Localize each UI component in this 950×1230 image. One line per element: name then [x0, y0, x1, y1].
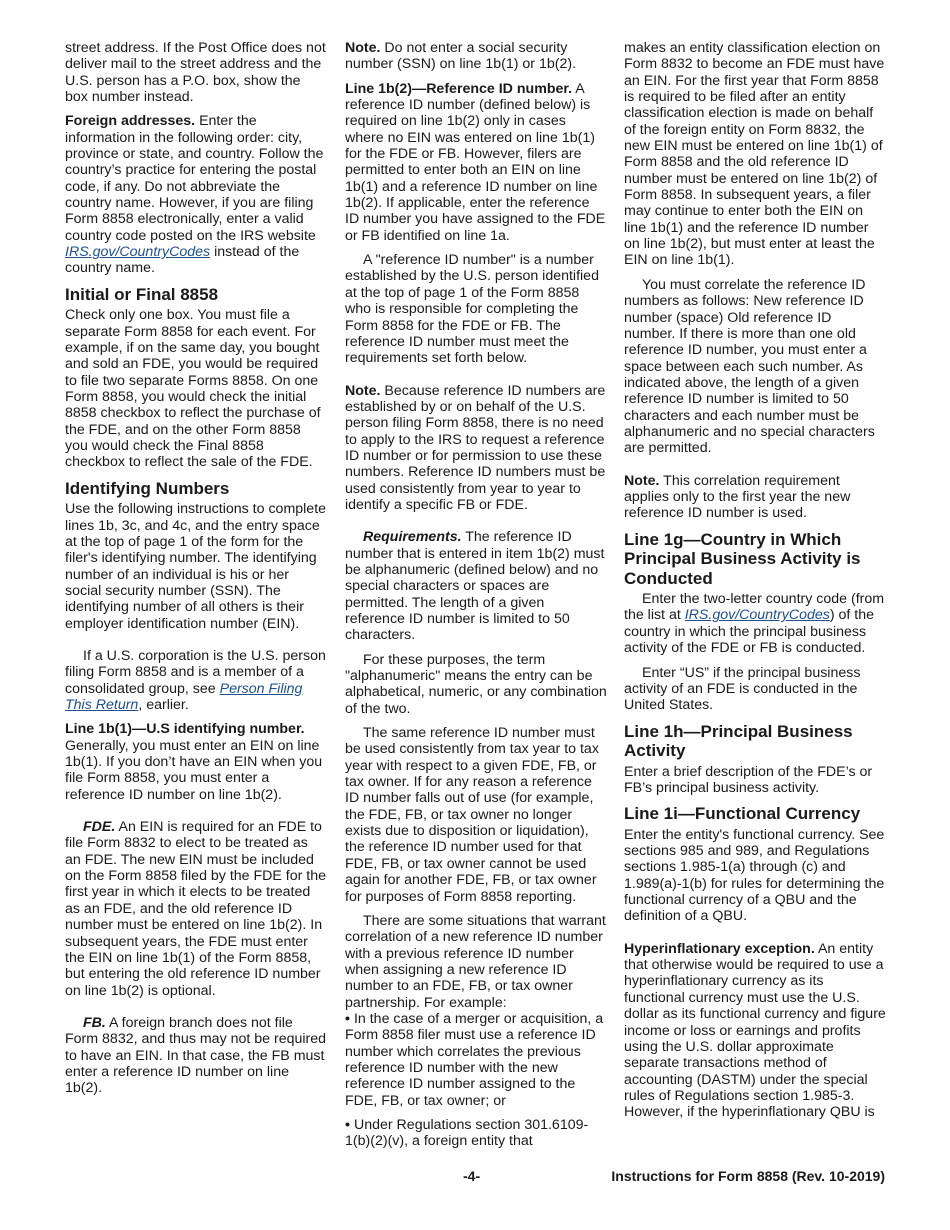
street-address-paragraph: street address. If the Post Office does not deliver mail to the street address and the U.S. person has a P.O. box, show the box number instead. — [65, 40, 326, 106]
correlate-paragraph: You must correlate the reference ID numbers as follows: New reference ID number (space) Old reference ID number. If there is more than one old reference ID number, you must enter a space between each such number. As indicated above, the length of a given reference ID number is limited to 50 characters and each number must be alphanumeric and no special characters are permitted. — [624, 276, 875, 457]
note-correlation-paragraph: Note. This correlation requirement applies only to the first year the new reference ID number is used. — [624, 472, 851, 522]
bullet-icon: • — [345, 1116, 350, 1133]
line-1b1-heading: Line 1b(1)—U.S identifying number. — [65, 721, 305, 738]
page-number: -4- — [463, 1168, 481, 1184]
requirements-paragraph: Requirements. The reference ID number that is entered in item 1b(2) must be alphanumeric (defined below) and no special characters or spaces are permitted. The length of a given reference ID number is limited to 50 characters. — [345, 529, 605, 644]
column-1 — [65, 40, 327, 1105]
line-1h-heading: Line 1h—Principal Business Activity — [624, 721, 853, 761]
note-label: Note. — [345, 40, 381, 56]
line-1b1-paragraph: Line 1b(1)—U.S identifying number. Generally, you must enter an EIN on line 1b(1). If you don’t have an EIN when you file Form 8858, you must enter a reference ID number on line 1b(2). — [65, 721, 323, 803]
identifying-numbers-paragraph: Use the following instructions to complete lines 1b, 3c, and 4c, and the entry space at the top of page 1 of the form for the filer's identifying number. The identifying number of an individual is his or her social security number (SSN). The identifying number of all others is their employer identification number (EIN). — [65, 501, 327, 632]
fb-heading: FB. — [83, 1014, 106, 1031]
foreign-addresses-heading: Foreign addresses. — [65, 113, 196, 130]
note-label: Note. — [624, 472, 660, 489]
ein-continuation-paragraph: makes an entity classification election on Form 8832 to become an FDE must have an EIN. For the first year that Form 8858 is required to be filed after an entity classification election is made on behalf of the foreign entity on Form 8832, the new EIN must be entered on line 1b(1) of Form 8858 and the old reference ID number must be entered on line 1b(2) of Form 8858. In subsequent years, a filer may continue to enter both the EIN on line 1b(1) and the reference ID number on line 1b(2), but must enter at least the EIN on line 1b(1). — [624, 40, 885, 269]
column-3 — [624, 40, 886, 1129]
note-reference-id-paragraph: Note. Because reference ID numbers are established by or on behalf of the U.S. person filing Form 8858, there is no need to apply to the IRS to request a reference ID number or for permission to use these numbers. Reference ID numbers must be used consistently from year to year to identify a specific FB or FDE. — [345, 382, 606, 513]
fb-paragraph: FB. A foreign branch does not file Form 8832, and thus may not be required to have an EIN. In that case, the FB must enter a reference ID number on line 1b(2). — [65, 1014, 327, 1097]
fde-paragraph: FDE. An EIN is required for an FDE to file Form 8832 to elect to be treated as an FDE. The new EIN must be included on the Form 8858 filed by the FDE for the first year in which it elects to be treated as an FDE, and the old reference ID number must be entered on line 1b(2). In subsequent years, the FDE must enter the EIN on line 1b(1) of the Form 8858, but entering the old reference ID number on line 1b(2) is optional. — [65, 819, 327, 999]
person-filing-link[interactable]: Person Filing This Return — [65, 680, 303, 714]
initial-final-heading: Initial or Final 8858 — [65, 284, 219, 304]
bullet-item-merger: • In the case of a merger or acquisition, a Form 8858 filer must use a reference ID number which correlates the previous reference ID number with the new reference ID number assigned to the FDE, FB, or tax owner; or — [345, 1010, 604, 1109]
requirements-heading: Requirements. — [363, 529, 462, 546]
hyperinflationary-paragraph: Hyperinflationary exception. An entity that otherwise would be required to use a hyperinflationary currency as its functional currency must use the U.S. dollar as its functional currency and figure income or loss or earnings and profits using the U.S. dollar approximate separate transactions method of accounting (DASTM) under the special rules of Regulations section 1.985-3. However, if the hyperinflationary QBU is — [624, 940, 886, 1121]
column-2 — [345, 40, 607, 1158]
line-1g-paragraph: Enter the two-letter country code (from the list at IRS.gov/CountryCodes) of the country in which the principal business activity of the FDE or FB is conducted. — [624, 591, 885, 657]
line-1b2-paragraph: Line 1b(2)—Reference ID number. A reference ID number (defined below) is required on line 1b(2) only in cases where no EIN was entered on line 1b(1) for the FDE or FB. However, filers are permitted to enter both an EIN on line 1b(1) and a reference ID number on line 1b(2). If applicable, enter the reference ID number you have assigned to the FDE or FB identified on line 1a. — [345, 80, 606, 244]
reference-id-definition-paragraph: A "reference ID number" is a number established by the U.S. person identified at the top of page 1 of the Form 8858 who is responsible for completing the Form 8858 for the FDE or FB. The reference ID number must meet the requirements set forth below. — [345, 252, 599, 367]
note-ssn-paragraph: Note. Do not enter a social security number (SSN) on line 1b(1) or 1b(2). — [345, 40, 577, 73]
consistency-paragraph: The same reference ID number must be used consistently from tax year to tax year with respect to a given FDE, FB, or tax owner. If for any reason a reference ID number falls out of use (for example, the FDE, FB, or tax owner no longer exists due to disposition or liquidation), the reference ID number used for that FDE, FB, or tax owner cannot be used again for another FDE, FB, or tax owner for purposes of Form 8858 reporting. — [345, 725, 599, 905]
correlation-situations-paragraph: There are some situations that warrant correlation of a new reference ID number with a previous reference ID number when assigning a new reference ID number to an FDE, FB, or tax owner partnership. For example: — [345, 912, 606, 1011]
bullet-icon: • — [345, 1010, 350, 1027]
fde-heading: FDE. — [83, 819, 116, 836]
identifying-numbers-heading: Identifying Numbers — [65, 478, 230, 498]
line-1i-paragraph: Enter the entity's functional currency. See sections 985 and 989, and Regulations sections 1.985-1(a) through (c) and 1.989(a)-1(b) for rules for determining the functional currency of a QBU and the definition of a QBU. — [624, 826, 885, 925]
line-1h-paragraph: Enter a brief description of the FDE’s or FB’s principal business activity. — [624, 763, 873, 796]
form-title: Instructions for Form 8858 (Rev. 10-2019) — [611, 1168, 885, 1184]
country-codes-link[interactable]: IRS.gov/CountryCodes — [684, 607, 830, 624]
line-1g-heading: Line 1g—Country in Which Principal Business Activity is Conducted — [624, 529, 861, 588]
consolidated-group-paragraph: If a U.S. corporation is the U.S. person filing Form 8858 and is a member of a consolidated group, see Person Filing This Return, earlier. — [65, 648, 326, 714]
line-1b2-heading: Line 1b(2)—Reference ID number. — [345, 80, 573, 97]
country-codes-link[interactable]: IRS.gov/CountryCodes — [65, 244, 211, 261]
foreign-addresses-paragraph: Foreign addresses. Enter the information in the following order: city, province or state, and country. Follow the country’s practice for entering the postal code, if any. Do not abbreviate the country name. However, if you are filing Form 8858 electronically, enter a valid country code posted on the IRS website IRS.gov/CountryCodes instead of the country name. — [65, 113, 324, 277]
initial-final-paragraph: Check only one box. You must file a separate Form 8858 for each event. For example, if on the same day, you bought and sold an FDE, you would be required to file two separate Forms 8858. On one Form 8858, you would check the initial 8858 checkbox to reflect the purchase of the FDE, and on the other Form 8858 you would check the Final 8858 checkbox to reflect the sale of the FDE. — [65, 307, 321, 471]
hyperinflationary-heading: Hyperinflationary exception. — [624, 940, 815, 957]
us-activity-paragraph: Enter “US” if the principal business activity of an FDE is conducted in the United States. — [624, 664, 861, 714]
line-1i-heading: Line 1i—Functional Currency — [624, 804, 861, 824]
alphanumeric-paragraph: For these purposes, the term "alphanumeric" means the entry can be alphabetical, numeric, or any combination of the two. — [345, 651, 607, 717]
page-footer — [65, 1168, 885, 1188]
note-label: Note. — [345, 382, 381, 399]
bullet-item-regulations: • Under Regulations section 301.6109-1(b)(2)(v), a foreign entity that — [345, 1116, 589, 1150]
